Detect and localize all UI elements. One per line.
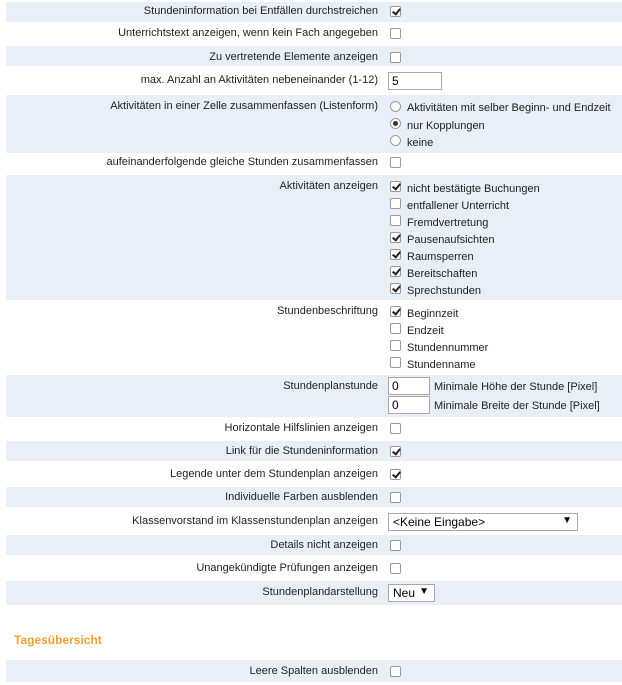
info-link-label: Link für die Stundeninformation (225, 445, 378, 457)
unannounced-exams-label: Unangekündigte Prüfungen anzeigen (196, 562, 378, 574)
activity-checkbox-cancelled[interactable] (390, 198, 401, 209)
row-unannounced-exams (6, 558, 622, 578)
substitute-checkbox[interactable] (390, 52, 401, 63)
row-display-mode (6, 581, 622, 605)
hide-empty-checkbox[interactable] (390, 666, 401, 677)
display-mode-value: Neu (393, 586, 416, 600)
chevron-down-icon: ▼ (562, 515, 572, 526)
min-height-label: Minimale Höhe der Stunde [Pixel] (434, 381, 598, 393)
row-show-activities (6, 175, 622, 300)
activity-checkbox-unconfirmed[interactable] (390, 181, 401, 192)
row-legend (6, 464, 622, 484)
lesson-text-checkbox[interactable] (390, 28, 401, 39)
hide-details-label: Details nicht anzeigen (270, 539, 378, 551)
hide-details-checkbox[interactable] (390, 540, 401, 551)
strike-checkbox[interactable] (390, 6, 401, 17)
row-merge-cell (6, 95, 622, 153)
row-hide-colors (6, 487, 622, 507)
activity-checkbox-office-hours[interactable] (390, 283, 401, 294)
caption-option-label: Endzeit (407, 325, 444, 337)
row-lesson-caption (6, 302, 622, 374)
substitute-label: Zu vertretende Elemente anzeigen (209, 51, 378, 63)
merge-consecutive-label: aufeinanderfolgende gleiche Stunden zusammenfassen (106, 156, 378, 168)
row-info-link (6, 441, 622, 461)
caption-checkbox-number[interactable] (390, 340, 401, 351)
gridlines-checkbox[interactable] (390, 423, 401, 434)
info-link-checkbox[interactable] (390, 446, 401, 457)
class-head-label: Klassenvorstand im Klassenstundenplan anzeigen (132, 515, 378, 527)
activity-option-label: Bereitschaften (407, 268, 478, 280)
legend-label: Legende unter dem Stundenplan anzeigen (170, 468, 378, 480)
activity-checkbox-break-duty[interactable] (390, 232, 401, 243)
row-class-head (6, 510, 622, 532)
min-width-label: Minimale Breite der Stunde [Pixel] (434, 400, 600, 412)
merge-cell-radio-none[interactable] (390, 135, 401, 146)
hide-empty-label: Leere Spalten ausblenden (249, 665, 378, 677)
caption-checkbox-start[interactable] (390, 306, 401, 317)
timetable-hour-label: Stundenplanstunde (283, 380, 378, 392)
row-lesson-text (6, 24, 622, 44)
lesson-caption-label: Stundenbeschriftung (277, 305, 378, 317)
chevron-down-icon: ▼ (419, 586, 429, 597)
caption-option-label: Stundennummer (407, 342, 489, 354)
caption-option-label: Stundenname (407, 359, 476, 371)
activity-option-label: Fremdvertretung (407, 217, 489, 229)
display-mode-label: Stundenplandarstellung (262, 586, 378, 598)
unannounced-exams-checkbox[interactable] (390, 563, 401, 574)
merge-cell-option-label: Aktivitäten mit selber Beginn- und Endzeit (407, 102, 611, 114)
row-strike (6, 2, 622, 22)
row-gridlines (6, 418, 622, 438)
caption-checkbox-end[interactable] (390, 323, 401, 334)
lesson-text-label: Unterrichtstext anzeigen, wenn kein Fach angegeben (118, 27, 378, 39)
row-max-activities (6, 69, 622, 93)
activity-option-label: Raumsperren (407, 251, 474, 263)
row-hide-details (6, 535, 622, 555)
merge-cell-radio-couplings[interactable] (390, 118, 401, 129)
max-activities-input[interactable] (388, 72, 442, 90)
caption-option-label: Beginnzeit (407, 308, 459, 320)
activity-option-label: nicht bestätigte Buchungen (407, 183, 540, 195)
activity-checkbox-room-block[interactable] (390, 249, 401, 260)
min-height-input[interactable] (388, 377, 430, 395)
row-substitute (6, 46, 622, 66)
activity-checkbox-external[interactable] (390, 215, 401, 226)
merge-cell-label: Aktivitäten in einer Zelle zusammenfassen (Listenform) (110, 100, 378, 112)
min-width-input[interactable] (388, 396, 430, 414)
show-activities-label: Aktivitäten anzeigen (279, 180, 378, 192)
merge-cell-option-label: nur Kopplungen (407, 120, 485, 132)
merge-cell-radio-same-time[interactable] (390, 101, 401, 112)
gridlines-label: Horizontale Hilfslinien anzeigen (224, 422, 378, 434)
merge-consecutive-checkbox[interactable] (390, 157, 401, 168)
day-overview-heading: Tagesübersicht (14, 633, 102, 647)
merge-cell-option-label: keine (407, 137, 434, 149)
max-activities-label: max. Anzahl an Aktivitäten nebeneinander (1-12) (140, 74, 378, 86)
display-mode-select[interactable] (388, 584, 435, 602)
row-timetable-hour (6, 375, 622, 417)
activity-option-label: entfallener Unterricht (407, 200, 510, 212)
caption-checkbox-name[interactable] (390, 357, 401, 368)
activity-option-label: Pausenaufsichten (407, 234, 495, 246)
class-head-value: <Keine Eingabe> (393, 515, 486, 529)
row-hide-empty (6, 660, 622, 682)
class-head-select[interactable] (388, 513, 578, 531)
row-merge-consecutive (6, 153, 622, 173)
hide-colors-label: Individuelle Farben ausblenden (225, 491, 378, 503)
strike-label: Stundeninformation bei Entfällen durchstreichen (143, 5, 378, 17)
activity-checkbox-standby[interactable] (390, 266, 401, 277)
legend-checkbox[interactable] (390, 469, 401, 480)
activity-option-label: Sprechstunden (407, 285, 481, 297)
hide-colors-checkbox[interactable] (390, 492, 401, 503)
